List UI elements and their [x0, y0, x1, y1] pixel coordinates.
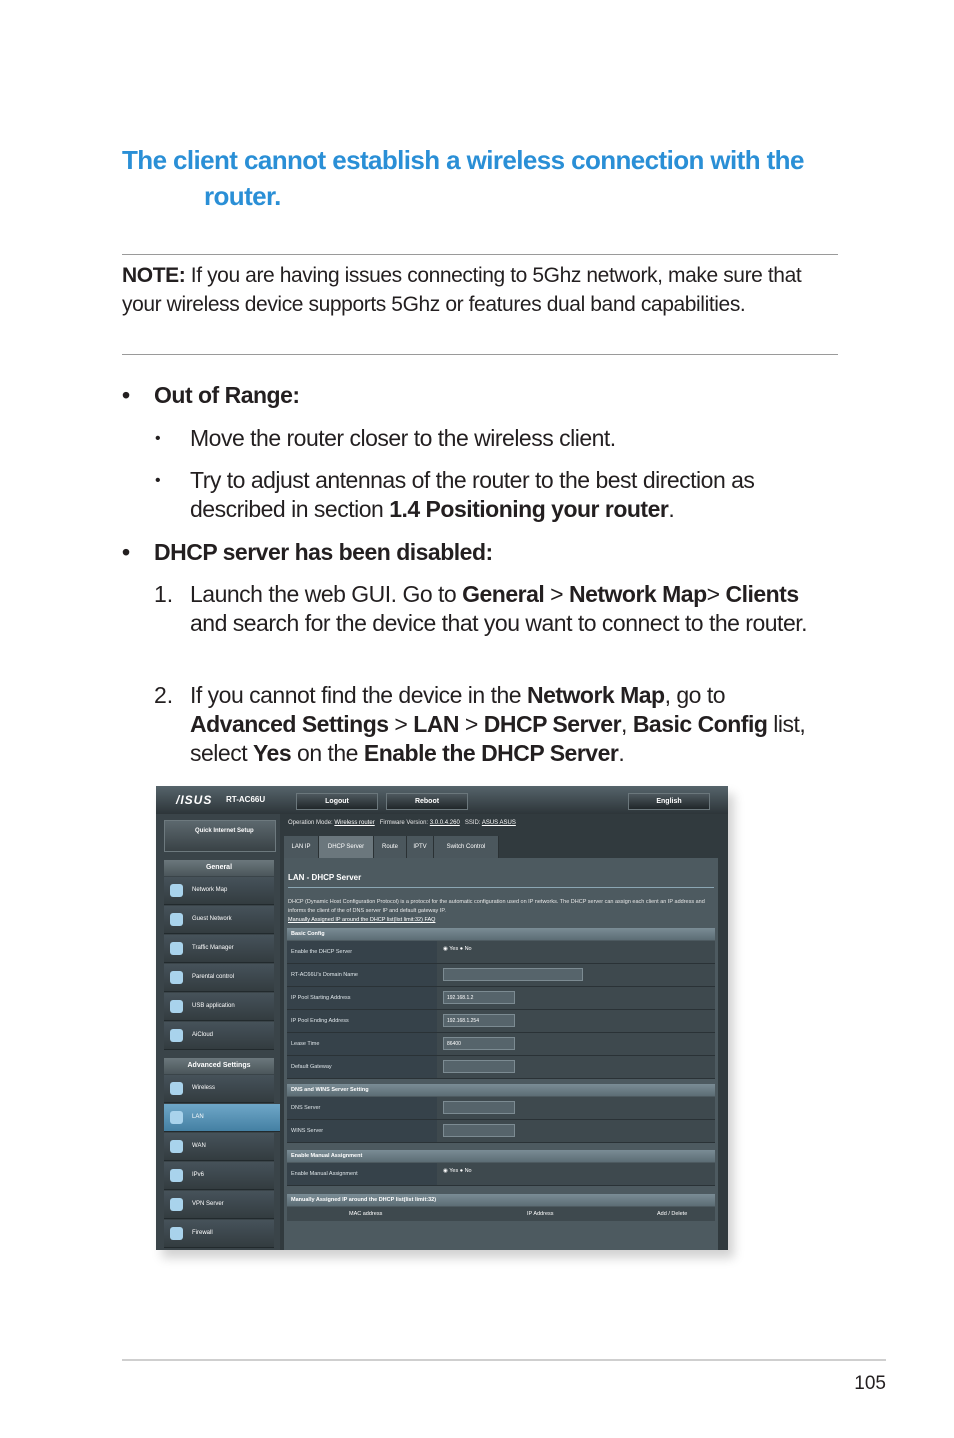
dhcp-step-1 — [190, 580, 830, 638]
quick-internet-setup-button[interactable] — [164, 820, 276, 852]
step-text: . — [618, 740, 625, 766]
description-text: DHCP (Dynamic Host Configuration Protocol) is a protocol for the automatic configuration used on IP networks. The DHCP server can assign each client an IP address and informs the client of the of DNS server IP and default gateway IP. — [288, 899, 705, 914]
reboot-button[interactable]: Reboot — [386, 793, 468, 810]
sidebar-label: Parental control — [192, 974, 235, 980]
advanced-settings-header: Advanced Settings — [164, 1058, 274, 1074]
row-enable-dhcp — [287, 941, 715, 964]
opmode-value[interactable]: Wireless router — [334, 820, 375, 826]
manual-assignment-radio[interactable]: ◉ Yes ● No — [443, 1168, 472, 1174]
guest-network-icon — [170, 913, 183, 926]
sidebar-label: Guest Network — [192, 916, 232, 922]
section-label: Basic Config — [291, 931, 325, 937]
bullet-dot: • — [122, 382, 130, 408]
field-label: Default Gateway — [287, 1056, 437, 1078]
sidebar-item-lan[interactable] — [164, 1104, 280, 1132]
model-name: RT-AC66U — [226, 795, 266, 804]
menu-general: General — [462, 581, 545, 607]
domain-name-input[interactable] — [443, 968, 583, 981]
faq-link[interactable]: Manually Assigned IP around the DHCP list(list limit:32) FAQ — [288, 917, 436, 923]
section-label: Manually Assigned IP around the DHCP list(list limit:32) — [291, 1197, 437, 1203]
option-yes: Yes — [252, 740, 292, 766]
step-text: > — [459, 711, 484, 737]
step-text: and search for the device that you want to connect to the router. — [190, 610, 808, 636]
puzzle-icon — [170, 1000, 183, 1013]
menu-advanced-settings: Advanced Settings — [190, 711, 389, 737]
column-ip-address: IP Address — [527, 1211, 554, 1217]
sidebar-label: Traffic Manager — [192, 945, 234, 951]
section-heading — [122, 142, 842, 214]
manual-assignment-header — [287, 1150, 715, 1162]
step-text: , go to — [664, 682, 726, 708]
asus-logo: /ISUS — [176, 793, 213, 807]
field-label: RT-AC66U's Domain Name — [287, 964, 437, 986]
page-number: 105 — [854, 1373, 886, 1394]
network-map-icon — [170, 884, 183, 897]
item-text: . — [668, 496, 675, 522]
sidebar-item-ipv6[interactable] — [164, 1162, 274, 1190]
sidebar-item-wireless[interactable] — [164, 1075, 274, 1103]
note-text: If you are having issues connecting to 5Ghz network, make sure that your wireless device supports 5Ghz or features dual band capabilities. — [122, 264, 802, 316]
sidebar-item-guest-network[interactable] — [164, 906, 274, 934]
logout-button[interactable]: Logout — [296, 793, 378, 810]
step-text: > — [544, 581, 569, 607]
out-of-range-title: Out of Range: — [154, 382, 300, 408]
out-of-range-item-2 — [190, 466, 830, 524]
sidebar-label: IPv6 — [192, 1172, 205, 1178]
sidebar-label: AiCloud — [192, 1032, 214, 1038]
menu-dhcp-server: DHCP Server — [483, 711, 622, 737]
panel-description — [288, 898, 716, 925]
section-reference: 1.4 Positioning your router — [389, 496, 669, 522]
section-label: Enable Manual Assignment — [291, 1153, 363, 1159]
step-text: list, select — [190, 711, 806, 766]
step-text: , — [621, 711, 633, 737]
step-text: on the — [291, 740, 364, 766]
step-number: 2. — [154, 682, 174, 708]
status-bar — [288, 820, 516, 826]
field-label: Lease Time — [287, 1033, 437, 1055]
sidebar-item-wan[interactable] — [164, 1133, 274, 1161]
note-bottom-rule — [122, 354, 838, 355]
note-top-rule — [122, 254, 838, 255]
setting-enable-dhcp: Enable the DHCP Server — [363, 740, 619, 766]
menu-network-map: Network Map — [526, 682, 665, 708]
sidebar-label: Network Map — [192, 887, 228, 893]
tab-lan-ip[interactable]: LAN IP — [284, 836, 319, 858]
row-wins-server — [287, 1120, 715, 1143]
sidebar-label: Wireless — [192, 1085, 216, 1091]
field-label: DNS Server — [287, 1097, 437, 1119]
gui-topbar — [156, 786, 728, 814]
gui-main — [280, 814, 728, 1250]
language-select[interactable]: English — [628, 793, 710, 810]
sidebar-label: USB application — [192, 1003, 235, 1009]
field-label: Enable Manual Assignment — [287, 1163, 437, 1185]
dhcp-panel — [284, 858, 718, 1250]
heading-line-2: router. — [204, 181, 281, 211]
router-gui-screenshot — [156, 786, 728, 1250]
field-label: Enable the DHCP Server — [287, 941, 437, 963]
item-text: Try to adjust antennas of the router to the best direction as described in section — [190, 467, 755, 522]
sidebar-item-aicloud[interactable] — [164, 1022, 274, 1050]
tab-iptv[interactable]: IPTV — [407, 836, 434, 858]
panel-divider — [288, 887, 714, 888]
sidebar-label: Firewall — [192, 1230, 213, 1236]
ssid-label: SSID: — [464, 820, 481, 826]
note-label: NOTE: — [122, 264, 186, 287]
sidebar-label: LAN — [192, 1114, 204, 1120]
step-text: Launch the web GUI. Go to — [190, 581, 463, 607]
manual-list-columns — [287, 1207, 715, 1221]
basic-config-header — [287, 928, 715, 940]
row-domain-name — [287, 964, 715, 987]
ip-pool-start-input[interactable]: 192.168.1.2 — [443, 991, 515, 1004]
wifi-icon — [170, 1082, 183, 1095]
panel-title: LAN - DHCP Server — [288, 873, 362, 882]
gui-sidebar — [164, 820, 276, 1250]
sidebar-item-firewall[interactable] — [164, 1220, 274, 1248]
menu-lan: LAN — [413, 711, 460, 737]
manual-list-header — [287, 1194, 715, 1206]
traffic-manager-icon — [170, 942, 183, 955]
sidebar-item-network-map[interactable] — [164, 877, 274, 905]
ip-pool-end-input[interactable]: 192.168.1.254 — [443, 1014, 515, 1027]
footer-rule — [122, 1359, 886, 1361]
sidebar-item-usb-application[interactable] — [164, 993, 274, 1021]
row-lease-time — [287, 1033, 715, 1056]
row-ip-pool-start — [287, 987, 715, 1010]
opmode-label: Operation Mode: — [288, 820, 333, 826]
step-number: 1. — [154, 581, 174, 607]
dhcp-title: DHCP server has been disabled: — [154, 539, 493, 565]
shield-icon — [170, 1227, 183, 1240]
out-of-range-item-1: Move the router closer to the wireless client. — [190, 425, 616, 451]
sub-bullet: • — [155, 430, 161, 447]
ssid-value: ASUS ASUS — [481, 820, 516, 826]
field-label: IP Pool Ending Address — [287, 1010, 437, 1032]
sidebar-item-traffic-manager[interactable] — [164, 935, 274, 963]
sidebar-label: VPN Server — [192, 1201, 224, 1207]
globe-icon — [170, 1140, 183, 1153]
heading-line-1: The client cannot establish a wireless connection with the — [122, 145, 804, 175]
default-gateway-input[interactable] — [443, 1060, 515, 1073]
wins-server-input[interactable] — [443, 1124, 515, 1137]
step-text: If you cannot find the device in the — [190, 682, 527, 708]
sidebar-item-parental-control[interactable] — [164, 964, 274, 992]
step-text: > — [388, 711, 414, 737]
home-icon — [170, 1111, 183, 1124]
menu-clients: Clients — [725, 581, 799, 607]
sidebar-label: WAN — [192, 1143, 206, 1149]
row-dns-server — [287, 1097, 715, 1120]
menu-basic-config: Basic Config — [632, 711, 768, 737]
lock-icon — [170, 971, 183, 984]
note-box — [122, 261, 838, 319]
globe-icon — [170, 1169, 183, 1182]
sub-bullet: • — [155, 472, 161, 489]
qis-label: Quick Internet Setup — [195, 828, 254, 834]
row-ip-pool-end — [287, 1010, 715, 1033]
menu-network-map: Network Map — [568, 581, 707, 607]
dns-wins-header — [287, 1084, 715, 1096]
sidebar-item-vpn-server[interactable] — [164, 1191, 274, 1219]
cloud-icon — [170, 1029, 183, 1042]
row-manual-assignment — [287, 1163, 715, 1186]
field-label: WINS Server — [287, 1120, 437, 1142]
tab-switch-control[interactable]: Switch Control — [434, 836, 499, 858]
row-default-gateway — [287, 1056, 715, 1079]
dns-server-input[interactable] — [443, 1101, 515, 1114]
step-text: > — [706, 581, 726, 607]
column-mac-address: MAC address — [349, 1211, 383, 1217]
firmware-value[interactable]: 3.0.0.4.260 — [429, 820, 460, 826]
enable-dhcp-radio[interactable]: ◉ Yes ● No — [443, 946, 472, 952]
general-header: General — [164, 860, 274, 876]
bullet-dot: • — [122, 539, 130, 565]
section-label: DNS and WINS Server Setting — [291, 1087, 369, 1093]
column-add-delete: Add / Delete — [657, 1211, 688, 1217]
tab-route[interactable]: Route — [374, 836, 407, 858]
vpn-icon — [170, 1198, 183, 1211]
firmware-label: Firmware Version: — [379, 820, 429, 826]
lease-time-input[interactable]: 86400 — [443, 1037, 515, 1050]
tab-dhcp-server[interactable]: DHCP Server — [319, 836, 374, 858]
field-label: IP Pool Starting Address — [287, 987, 437, 1009]
dhcp-step-2 — [190, 681, 830, 768]
